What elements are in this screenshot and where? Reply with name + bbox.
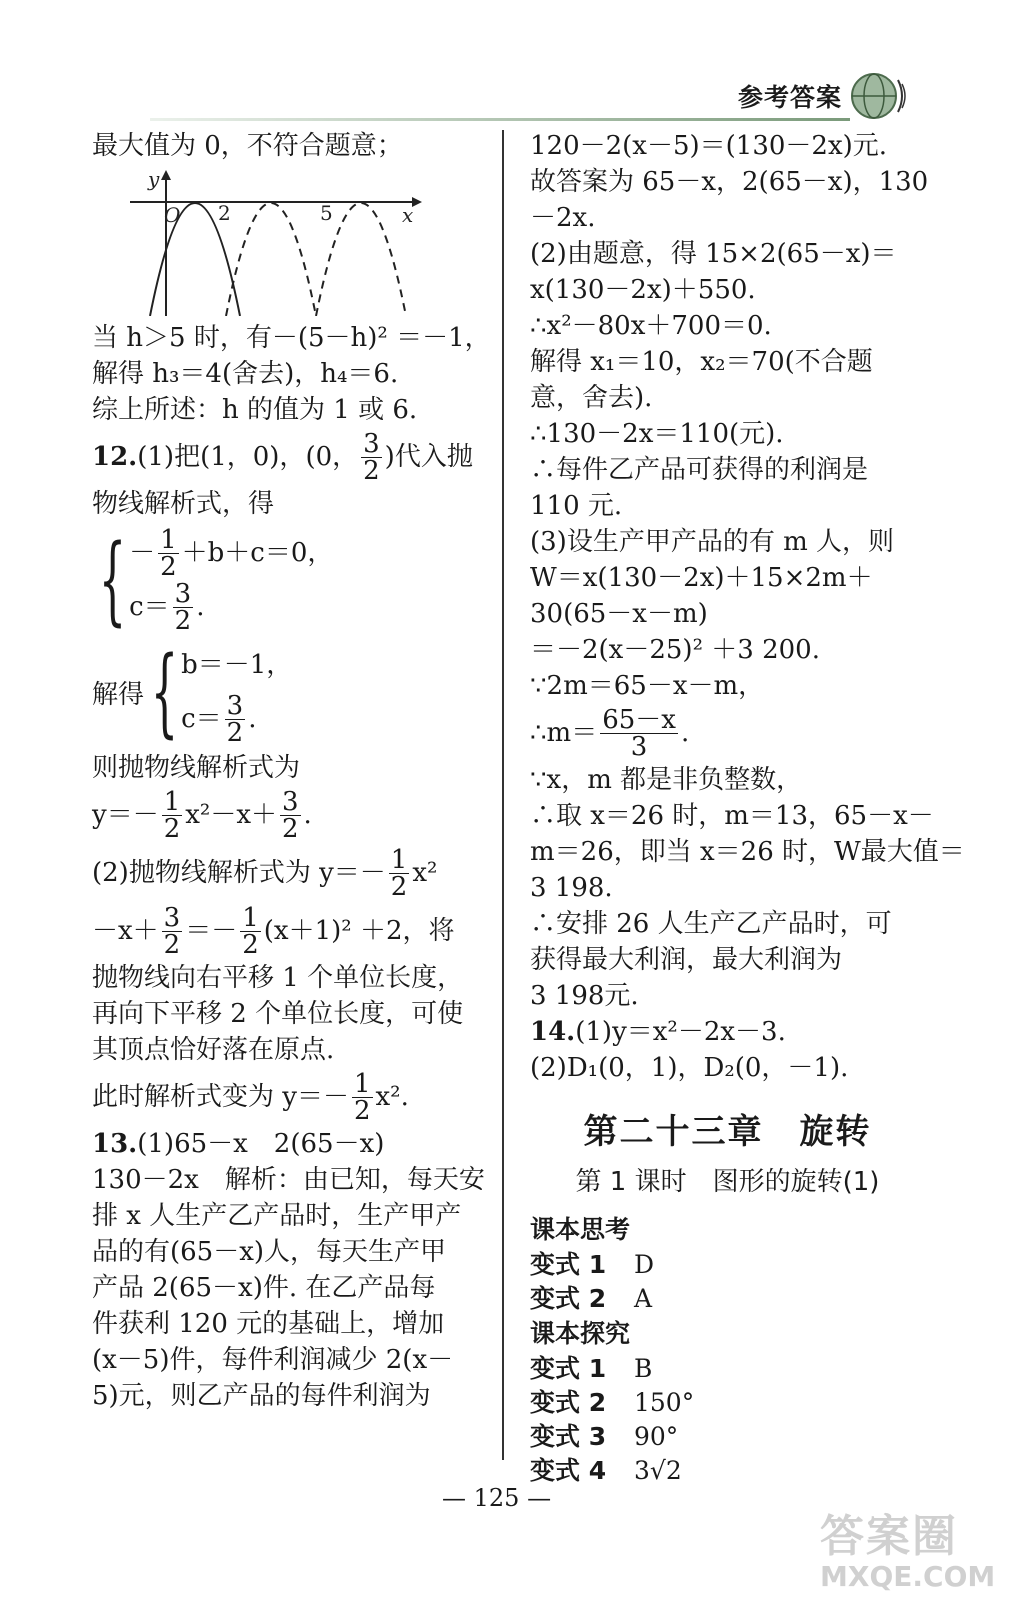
denominator: 2	[163, 929, 181, 960]
variant-answer: 90°	[634, 1422, 679, 1451]
math-text: .	[680, 718, 690, 748]
text-line: 再向下平移 2 个单位长度，可使	[92, 999, 464, 1029]
fraction-1-2	[240, 902, 261, 960]
text-line: 件获利 120 元的基础上，增加	[92, 1309, 445, 1339]
denominator: 2	[390, 871, 408, 902]
variant-label: 变式 2	[530, 1388, 607, 1417]
text-line: 3 198元.	[530, 981, 639, 1011]
q12-text: (1)把(1，0)，	[137, 442, 306, 472]
numerator: 1	[353, 1068, 371, 1099]
numerator: 1	[242, 902, 259, 933]
question-number: 14.	[530, 1017, 576, 1047]
q13-text: (1)65－x 2(65－x)	[137, 1129, 385, 1159]
text-line: (x－5)件，每件利润减少 2(x－	[92, 1345, 454, 1375]
math-text: (2)抛物线解析式为 y＝－	[92, 858, 386, 888]
math-text: b＝－1，	[181, 650, 293, 680]
text-line: 解得 x₁＝10，x₂＝70(不合题	[530, 347, 873, 377]
q14-text: (1)y＝x²－2x－3.	[575, 1017, 786, 1047]
graph-tick-2: 2	[218, 201, 231, 225]
math-text: y＝－	[92, 800, 159, 830]
denominator: 2	[282, 813, 299, 844]
text-line: 解得 h₃＝4(舍去)，h₄＝6.	[92, 359, 399, 389]
graph-tick-5: 5	[320, 201, 333, 225]
denominator: 2	[174, 605, 192, 636]
text-line: 其顶点恰好落在原点.	[92, 1035, 335, 1065]
variant-row	[530, 1352, 925, 1386]
system-row	[129, 526, 333, 580]
fraction-1-2	[162, 786, 183, 844]
variant-label: 变式 2	[530, 1284, 607, 1313]
math-text: 此时解析式变为 y＝－	[92, 1082, 349, 1112]
text-line: 最大值为 0，不符合题意；	[92, 131, 403, 161]
lesson-title: 第 1 课时 图形的旋转(1)	[575, 1167, 880, 1197]
text-line: ∵x，m 都是非负整数，	[530, 765, 803, 795]
watermark-url: MXQE.COM	[820, 1560, 996, 1593]
fraction-m	[600, 704, 678, 762]
denominator: 2	[163, 813, 181, 844]
text-line: W＝x(130－2x)＋15×2m＋	[530, 563, 873, 593]
text-line: ∵2m＝65－x－m，	[530, 671, 765, 701]
text-line: 130－2x 解析：由已知，每天安	[92, 1165, 485, 1195]
q12-text-tail: 代入抛	[394, 442, 473, 472]
text-line: (3)设生产甲产品的有 m 人，则	[530, 527, 895, 557]
watermark-text: 答案圈	[820, 1511, 958, 1562]
chapter-title: 第二十三章 旋转	[583, 1112, 872, 1152]
text-line: ∴x²－80x＋700＝0.	[530, 311, 772, 341]
numerator: 1	[390, 844, 408, 875]
fraction-1-2	[352, 1068, 373, 1126]
numerator: 3	[282, 786, 299, 817]
text-line: 则抛物线解析式为	[92, 753, 301, 783]
numerator: 3	[363, 428, 380, 459]
numerator: 3	[226, 690, 244, 721]
variant-answer: A	[634, 1284, 653, 1313]
q12-line	[92, 428, 487, 486]
variant-label: 变式 1	[530, 1354, 607, 1383]
numerator: 3	[163, 902, 181, 933]
variant-answer: B	[634, 1354, 653, 1383]
variant-row	[530, 1282, 925, 1316]
text-line: 品的有(65－x)人，每天生产甲	[92, 1237, 447, 1267]
fraction-3-2	[361, 428, 382, 486]
variant-row	[530, 1386, 925, 1420]
question-number: 13.	[92, 1129, 138, 1159]
fraction-1-2	[158, 524, 179, 582]
text-line: －2x.	[530, 203, 596, 233]
math-text: x²－x＋	[185, 800, 277, 830]
text-line: (2)由题意，得 15×2(65－x)＝	[530, 239, 897, 269]
text-line: ∴取 x＝26 时，m＝13，65－x－	[530, 801, 934, 831]
variant-label: 变式 1	[530, 1250, 607, 1279]
section-heading: 课本思考	[530, 1215, 631, 1244]
text-line: ∴安排 26 人生产乙产品时，可	[530, 909, 892, 939]
denominator: 2	[226, 717, 244, 748]
denominator: 2	[242, 929, 259, 960]
text-line: 综上所述：h 的值为 1 或 6.	[92, 395, 418, 425]
numerator: 1	[160, 524, 177, 555]
numerator: 1	[163, 786, 181, 817]
text-line: 110 元.	[530, 491, 623, 521]
equation-line	[92, 786, 487, 844]
column-divider	[502, 130, 504, 1460]
right-column	[530, 128, 965, 1488]
denominator: 3	[630, 731, 648, 762]
math-text: ＝－	[185, 916, 238, 946]
q14-line	[530, 1014, 925, 1050]
equation-line	[92, 902, 487, 960]
math-text: 解得	[92, 679, 145, 710]
text-line: ＝－2(x－25)² ＋3 200.	[530, 635, 820, 665]
text-line: 120－2(x－5)＝(130－2x)元.	[530, 131, 888, 161]
text-line: x(130－2x)＋550.	[530, 275, 756, 305]
equation-line	[92, 1068, 487, 1126]
graph-origin-label: O	[164, 203, 181, 227]
denominator: 2	[160, 551, 177, 582]
text-line: 获得最大利润，最大利润为	[530, 945, 843, 975]
text-line: 意，舍去).	[530, 383, 653, 413]
fraction-3-2	[173, 578, 194, 636]
globe-decoration-icon	[846, 66, 906, 126]
text-line: 5)元，则乙产品的每件利润为	[92, 1381, 431, 1411]
math-text: x².	[375, 1082, 409, 1112]
variant-row	[530, 1420, 925, 1454]
brace: {	[150, 636, 179, 748]
watermark-logo	[820, 1500, 995, 1593]
page-number: — 125 —	[442, 1484, 552, 1512]
text-line: m＝26，即当 x＝26 时，W最大值＝	[530, 837, 965, 867]
equation-system-1	[92, 526, 487, 634]
equation-line	[530, 704, 925, 762]
math-text: .	[196, 592, 205, 622]
text-line: 排 x 人生产乙产品时，生产甲产	[92, 1201, 462, 1231]
equation-line	[92, 844, 487, 902]
brace: {	[98, 524, 127, 636]
numerator: 65－x	[602, 704, 676, 735]
text-line: 3 198.	[530, 873, 613, 903]
fraction-3-2	[225, 690, 246, 748]
text-line: 产品 2(65－x)件. 在乙产品每	[92, 1273, 436, 1303]
system-row	[181, 638, 292, 692]
math-text: －	[129, 538, 156, 568]
text-line: (2)D₁(0，1)，D₂(0，－1).	[530, 1053, 849, 1083]
graph-y-label: y	[148, 167, 160, 191]
q13-line	[92, 1126, 487, 1162]
math-text: c＝	[129, 592, 170, 622]
math-text: (x＋1)² ＋2，将	[263, 916, 455, 946]
text-line: 物线解析式，得	[92, 489, 275, 519]
variant-row	[530, 1454, 925, 1488]
fraction-1-2	[389, 844, 410, 902]
variant-answer: 3√2	[634, 1456, 682, 1485]
math-text: .	[248, 704, 257, 734]
variant-row	[530, 1248, 925, 1282]
math-text: c＝	[181, 704, 222, 734]
question-number: 12.	[92, 442, 138, 472]
paren-close: )	[384, 442, 395, 472]
header-rule	[150, 118, 850, 121]
math-text: －x＋	[92, 916, 159, 946]
math-text: x²	[412, 858, 438, 888]
math-text: ∴m＝	[530, 718, 598, 748]
variant-label: 变式 4	[530, 1456, 607, 1485]
paren-open: (0，	[305, 442, 359, 472]
math-text: .	[303, 800, 312, 830]
text-line: ∴每件乙产品可获得的利润是	[530, 455, 869, 485]
math-text: ＋b＋c＝0，	[181, 538, 334, 568]
numerator: 3	[174, 578, 192, 609]
text-line: 抛物线向右平移 1 个单位长度，	[92, 963, 464, 993]
equation-system-2	[92, 638, 487, 746]
left-column	[92, 128, 491, 1414]
variant-label: 变式 3	[530, 1422, 607, 1451]
fraction-3-2	[162, 902, 183, 960]
parabola-graph	[130, 166, 430, 316]
section-heading: 课本探究	[530, 1319, 631, 1348]
variant-answer: D	[634, 1250, 655, 1279]
graph-x-label: x	[402, 203, 414, 227]
text-line: ∴130－2x＝110(元).	[530, 419, 784, 449]
system-row	[181, 692, 292, 746]
text-line: 30(65－x－m)	[530, 599, 708, 629]
denominator: 2	[363, 455, 380, 486]
text-line: 当 h＞5 时，有－(5－h)² ＝－1，	[92, 323, 491, 353]
header-title: 参考答案	[738, 83, 843, 112]
fraction-3-2	[280, 786, 301, 844]
text-line: 故答案为 65－x，2(65－x)，130	[530, 167, 929, 197]
variant-answer: 150°	[634, 1388, 695, 1417]
denominator: 2	[353, 1095, 371, 1126]
system-row	[129, 580, 333, 634]
